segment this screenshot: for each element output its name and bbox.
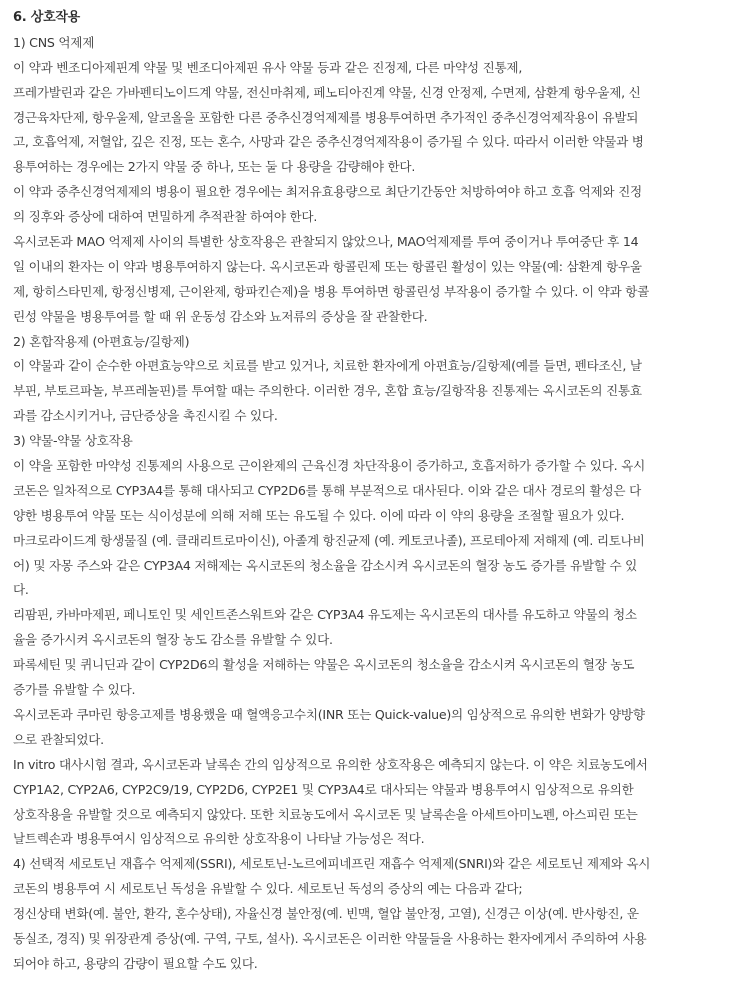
text-line: 정신상태 변화(예. 불안, 환각, 혼수상태), 자율신경 불안정(예. 빈맥, 혈압 불안정, 고열), 신경근 이상(예. 반사항진, 운	[13, 906, 639, 922]
text-line: 이 약물과 같이 순수한 아편효능약으로 치료를 받고 있거나, 치료한 환자에게 아편효능/길항제(예를 들면, 펜타조신, 날	[13, 358, 642, 374]
text-line: 코돈의 병용투여 시 세로토닌 독성을 유발할 수 있다. 세로토닌 독성의 증상의 예는 다음과 같다;	[13, 881, 523, 897]
text-line: 증가를 유발할 수 있다.	[13, 682, 136, 698]
text-line: 용투여하는 경우에는 2가지 약물 중 하나, 또는 둘 다 용량을 감량해야 한다.	[13, 159, 416, 175]
text-line: 양한 병용투여 약물 또는 식이성분에 의해 저해 또는 유도될 수 있다. 이에 따라 이 약의 용량을 조절할 필요가 있다.	[13, 507, 625, 523]
section-title: 6. 상호작용	[13, 10, 80, 25]
text-line: 2) 혼합작용제 (아편효능/길항제)	[13, 333, 190, 349]
text-line: 마크로라이드계 항생물질 (예. 클래리트로마이신), 아졸계 항진균제 (예. 케토코나졸), 프로테아제 저해제 (예. 리토나비	[13, 532, 645, 548]
text-line: 어) 및 자몽 주스와 같은 CYP3A4 저해제는 옥시코돈의 청소율을 감소시켜 옥시코돈의 혈장 농도 증가를 유발할 수 있	[13, 557, 638, 573]
text-line: 의 징후와 증상에 대하여 면밀하게 추적관찰 하여야 한다.	[13, 209, 318, 225]
text-line: 코돈은 일차적으로 CYP3A4를 통해 대사되고 CYP2D6를 통해 부분적으로 대사된다. 이와 같은 대사 경로의 활성은 다	[13, 482, 642, 498]
text-line: 이 약과 중추신경억제제의 병용이 필요한 경우에는 최저유효용량으로 최단기간동안 처방하여야 하고 호흡 억제와 진정	[13, 184, 642, 200]
text-line: 4) 선택적 세로토닌 재흡수 억제제(SSRI), 세로토닌-노르에피네프린 재흡수 억제제(SNRI)와 같은 세로토닌 제제와 옥시	[13, 856, 651, 872]
text-line: 율을 증가시켜 옥시코돈의 혈장 농도 감소를 유발할 수 있다.	[13, 632, 333, 648]
text-line: 옥시코돈과 MAO 억제제 사이의 특별한 상호작용은 관찰되지 않았으나, MAO억제제를 투여 중이거나 투여중단 후 14	[13, 234, 639, 250]
text-line: 리팜핀, 카바마제핀, 페니토인 및 세인트존스워트와 같은 CYP3A4 유도제는 옥시코돈의 대사를 유도하고 약물의 청소	[13, 607, 637, 623]
text-line: In vitro 대사시험 결과, 옥시코돈과 날록손 간의 임상적으로 유의한 상호작용은 예측되지 않는다. 이 약은 치료농도에서	[13, 756, 648, 772]
text-line: 일 이내의 환자는 이 약과 병용투여하지 않는다. 옥시코돈과 항콜린제 또는 항콜린 활성이 있는 약물(예: 삼환계 항우울	[13, 258, 642, 274]
text-line: 파록세틴 및 퀴니딘과 같이 CYP2D6의 활성을 저해하는 약물은 옥시코돈의 청소율을 감소시켜 옥시코돈의 혈장 농도	[13, 657, 635, 673]
text-line: 상호작용을 유발할 것으로 예측되지 않았다. 또한 치료농도에서 옥시코돈 및 날록손을 아세트아미노펜, 아스피린 또는	[13, 806, 638, 822]
text-line: 경근육차단제, 항우울제, 알코올을 포함한 다른 중추신경억제제를 병용투여하면 추가적인 중추신경억제작용이 유발되	[13, 109, 639, 125]
text-line: 으로 관찰되었다.	[13, 731, 104, 747]
text-line: 동실조, 경직) 및 위장관계 증상(예. 구역, 구토, 설사). 옥시코돈은 이러한 약물들을 사용하는 환자에게서 주의하여 사용	[13, 930, 647, 946]
text-line: 제, 항히스타민제, 항정신병제, 근이완제, 항파킨슨제)을 병용 투여하면 항콜린성 부작용이 증가할 수 있다. 이 약과 항콜	[13, 283, 650, 299]
text-line: 과를 감소시키거나, 금단증상을 촉진시킬 수 있다.	[13, 408, 278, 424]
text-line: 1) CNS 억제제	[13, 34, 95, 50]
text-line: 이 약과 벤조디아제핀계 약물 및 벤조디아제핀 유사 약물 등과 같은 진정제, 다른 마약성 진통제,	[13, 59, 523, 75]
text-line: 고, 호흡억제, 저혈압, 깊은 진정, 또는 혼수, 사망과 같은 중추신경억제작용이 증가될 수 있다. 따라서 이러한 약물과 병	[13, 134, 644, 150]
text-line: 3) 약물-약물 상호작용	[13, 433, 133, 449]
text-line: 프레가발린과 같은 가바펜티노이드계 약물, 전신마취제, 페노티아진계 약물, 신경 안정제, 수면제, 삼환계 항우울제, 신	[13, 84, 641, 100]
text-line: 이 약을 포함한 마약성 진통제의 사용으로 근이완제의 근육신경 차단작용이 증가하고, 호흡저하가 증가할 수 있다. 옥시	[13, 458, 645, 474]
text-line: 옥시코돈과 쿠마린 항응고제를 병용했을 때 혈액응고수치(INR 또는 Quick-value)의 임상적으로 유의한 변화가 양방향	[13, 706, 645, 722]
text-line: 린성 약물을 병용투여를 할 때 위 운동성 감소와 뇨저류의 증상을 잘 관찰한다.	[13, 308, 428, 324]
text-line: 부핀, 부토르파놀, 부프레놀핀)를 투여할 때는 주의한다. 이러한 경우, 혼합 효능/길항작용 진통제는 옥시코돈의 진통효	[13, 383, 642, 399]
text-line: CYP1A2, CYP2A6, CYP2C9/19, CYP2D6, CYP2E1 및 CYP3A4로 대사되는 약물과 병용투여시 임상적으로 유의한	[13, 781, 634, 797]
text-line: 되어야 하고, 용량의 감량이 필요할 수도 있다.	[13, 955, 258, 971]
text-line: 날트렉손과 병용투여시 임상적으로 유의한 상호작용이 나타날 가능성은 적다.	[13, 831, 425, 847]
text-line: 다.	[13, 582, 29, 598]
